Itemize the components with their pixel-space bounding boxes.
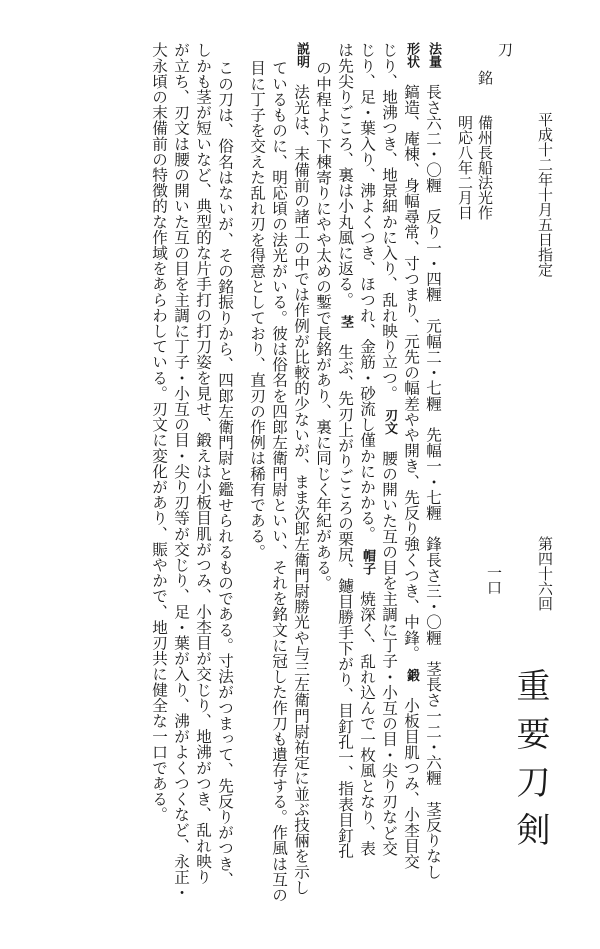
hamon-text-a: 腰の開いた互の目を主調に丁子・小互の目・尖り刃など交 [380, 450, 398, 856]
setsumei-line-3: 目に丁子を交えた乱れ刃を得意としており、直刃の作例は稀有である。 [248, 60, 266, 560]
mei-label: 銘 [476, 70, 494, 85]
keijou-line [402, 42, 420, 912]
setsumei-label: 説明 [294, 42, 309, 68]
houryou-text: 長さ六二・〇糎 反り一・四糎 元幅二・七糎 先幅一・七糎 鋒長さ三・〇糎 茎長さ一二・六糎 茎反りなし [424, 83, 442, 880]
designation-date: 平成十二年十月五日指定 [536, 112, 554, 277]
keijou-text: 鎬造、庵棟、身幅尋常、寸つまり、元先の幅差やや開き、先反り強くつき、中鋒。 [402, 83, 420, 654]
setsumei-line-6: が立ち、刃文は腰の開いた互の目を主調に丁子・小互の目・尖り刃等が交じり、足・葉が入り、沸がよくつくなど、永正・ [172, 42, 190, 900]
boushi-text-a: 焼深く、乱れ込んで一枚風となり、表 [358, 590, 376, 856]
kitae-text-a: 小板目肌つみ、小杢目交 [402, 697, 420, 869]
nakago-label: 茎 [338, 315, 353, 329]
kitae-hamon-line [380, 42, 398, 912]
session-number: 第四十六回 [536, 536, 554, 611]
houryou-label: 法量 [426, 42, 441, 68]
kitae-text-b: じり、地沸つき、地景細かに入り、乱れ映り立つ。 [380, 42, 398, 393]
nakago-line-2: の中程より下棟寄りにやや太めの鏨で長銘があり、裏に同じく年紀がある。 [314, 60, 332, 591]
item-count: 一口 [485, 565, 503, 595]
mei-inscription: 備州長船法光作 [476, 115, 494, 220]
kitae-label: 鍛 [404, 668, 419, 682]
hamon-text-b: じり、足・葉入り、沸よくつき、ほつれ、金筋・砂流し僅かにかかる。 [358, 42, 376, 534]
setsumei-line-1 [292, 42, 310, 912]
keijou-label: 形状 [404, 42, 419, 68]
houryou-line [424, 42, 442, 912]
boushi-nakago-line [336, 42, 354, 912]
setsumei-line-2: ているものに、明応頃の法光がいる。彼は俗名を四郎左衛門尉といい、それを銘文に冠した作刀も遺存する。作風は互の [270, 60, 288, 903]
hamon-boushi-line [358, 42, 376, 912]
setsumei-line-4: この刀は、俗名はないが、その銘振りから、四郎左衛門尉と鑑せられるものである。寸法がつまって、先反りがつき、 [216, 60, 234, 887]
item-type: 刀 [496, 42, 514, 57]
mei-date: 明応八年二月日 [456, 115, 474, 220]
setsumei-line-7: 大永頃の末備前の特徴的な作域をあらわしている。刃文に変化があり、賑やかで、地刃共に健全な一口である。 [150, 42, 168, 822]
category-title: 重要刀剣 [510, 668, 550, 860]
boushi-text-b: は先尖りごころ、裏は小丸風に返る。 [336, 42, 354, 300]
setsumei-text-1: 法光は、末備前の諸工の中では作例が比較的少ないが、まま次郎左衛門尉勝光や与三左衛門尉祐定に並ぶ技倆を示し [292, 83, 310, 895]
hamon-label: 刃文 [382, 408, 397, 435]
setsumei-line-5: しかも茎が短いなど、典型的な片手打の打刀姿を見せ、鍛えは小板目肌がつみ、小杢目が交じり、地沸がつき、乱れ映り [194, 42, 212, 885]
nakago-text-a: 生ぶ、先刃上がりごころの栗尻、鑢目勝手下がり、目釘孔一、指表目釘孔 [336, 343, 354, 859]
boushi-label: 帽子 [360, 549, 375, 576]
